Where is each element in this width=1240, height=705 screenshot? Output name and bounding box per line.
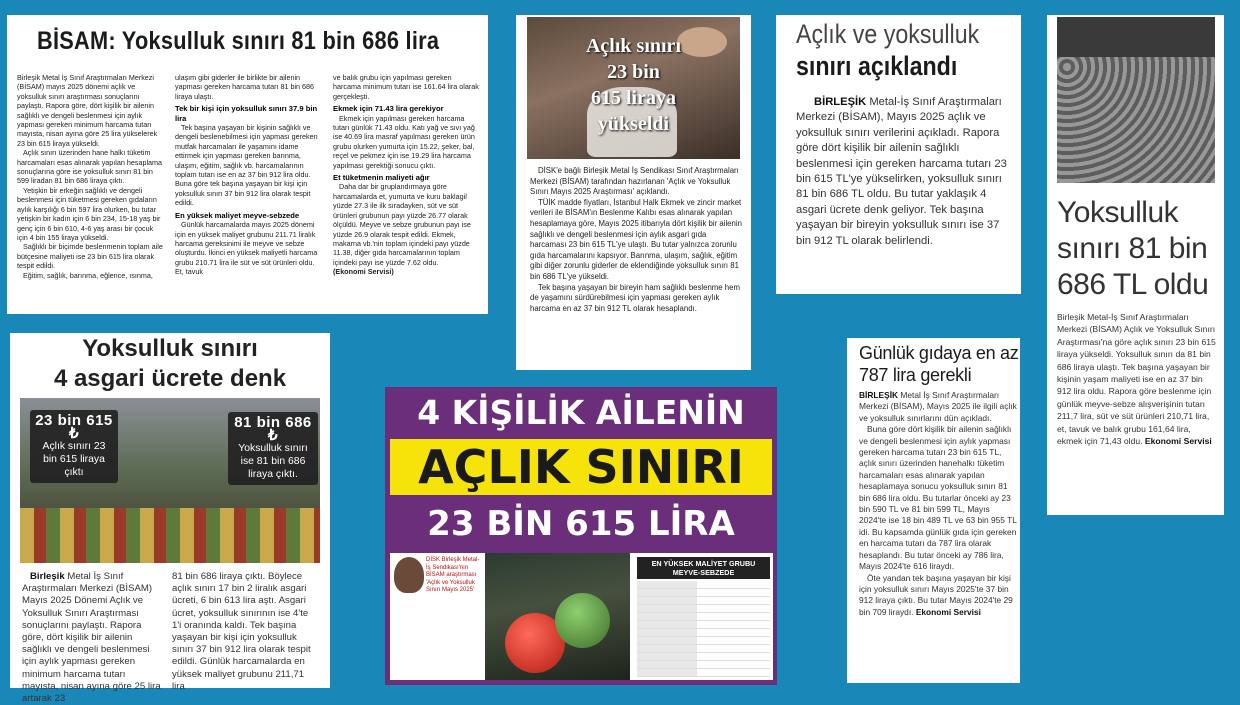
clip6-photo <box>485 553 630 680</box>
clip1-paragraph: ulaşım gibi giderler ile birlikte bir ailenin yapması gereken harcama tutarı 81 bin 686 liraya ulaştı. <box>175 73 315 101</box>
clip1-signature: (Ekonomi Servisi) <box>333 267 394 277</box>
clip5-sign-hunger-text: Açlık sınırı 23 bin 615 liraya çıktı <box>42 441 106 478</box>
clip6-lower-panel <box>390 553 773 680</box>
clip5-column-1-text: Metal İş Sınıf Araştırmaları Merkezi (BİSAM) Mayıs 2025 Dönemi Açlık ve Yoksulluk Sınırı Araştırması sonuçlarını paylaştı. Rapora göre, dört kişilik bir ailenin sağlıklı ve dengeli beslenmesi için aylık yapması gereken minimum harcama tutarı mayısta, nisan ayına göre 25 lira artarak 23 <box>22 571 161 705</box>
clip2-photo-title-line: yükseldi <box>597 113 670 135</box>
clip7-text: Öte yandan tek başına yaşayan bir kişi için yoksulluk sınırı Mayıs 2025'te 37 bin 912 liraya çıktı. Bu tutar Mayıs 2024'te 29 bin 709 liraydı. <box>859 572 1013 617</box>
clip1-paragraph: Sağlıklı bir biçimde beslenmenin toplam aile bütçesine maliyeti ise 23 bin 615 lira olarak tespit edildi. <box>17 242 163 271</box>
table-row <box>637 629 770 637</box>
clip5-sign-poverty <box>228 412 318 485</box>
clip5-photo-bazaar <box>20 398 320 563</box>
clip6-headline-line-3: 23 BİN 615 LİRA <box>427 504 735 544</box>
clip1-subhead: Tek bir kişi için yoksulluk sınırı 37.9 bin lira <box>175 104 318 123</box>
clip7-paragraph <box>859 573 1017 619</box>
clip3-headline-line-1: Açlık ve yoksulluk <box>796 19 980 49</box>
clip7-headline: Günlük gıdaya en az 787 lira gerekli <box>859 343 1019 385</box>
clip7-text: Metal İş Sınıf Araştırmaları Merkezi (BİSAM), Mayıs 2025 ile ilgili açlık ve yoksulluk sınırlarını dün açıkladı. <box>859 390 1017 423</box>
clip4-text: Birleşik Metal-İş Sınıf Araştırmaları Merkezi (BİSAM) Açlık ve Yoksulluk Sınırı Araştırması'na göre açlık sınırı 23 bin 615 liraya yükseldi. Yoksulluk sınırı da 81 bin 686 liraya ulaştı. Tek başına yaşayan bir kişinin yaşam maliyeti ise en az 37 bin 912 lira oldu. Rapora göre beslenme için günlük meyve-sebze alışverişinin tutarı 211,7 lira, süt ve süt ürünleri 210,71 lira, et, tavuk ve balık grubu 161,64 lira, ekmek için 71,43 oldu. <box>1057 312 1216 447</box>
clip7-body <box>859 390 1017 618</box>
clip3-headline-line-2: sınırı açıklandı <box>796 51 958 81</box>
clip-bisam-81bin <box>7 15 488 314</box>
vegetable-bag-icon <box>555 593 610 648</box>
clip2-photo <box>527 17 740 159</box>
clip5-headline-line-2: 4 asgari ücrete denk <box>53 365 287 392</box>
clip1-paragraph: ve balık grubu için yapılması gereken harcama minimum tutarı ise 161.64 lira olarak gerçekleşti. <box>333 73 479 101</box>
clip1-paragraph: Tek başına yaşayan bir kişinin sağlıklı ve dengeli beslenebilmesi için yapması gereken mutfak harcamaları ile yaşamını idame ettirmek için yapması gereken barınma, ulaşım, eğitim, sağlık vb. harcamalarının toplam tutarı ise en az 37 bin 912 lira oldu. Buna göre tek başına yaşayan bir kişi için yoksulluk sınırı 37 bin 912 lira olarak tespit edildi. <box>175 123 318 208</box>
clip5-column-2 <box>172 571 318 693</box>
clip4-photo-produce <box>1057 57 1215 183</box>
clip1-paragraph: Daha dar bir gruplandırmaya göre harcamalarda et, yumurta ve kuru baklagil yüzde 27.3 ile ilk sıradayken, süt ve süt ürünleri grubunun payı yüzde 26.77 olarak ölçüldü. Meyve ve sebze grubunun payı ise yüzde 26.9 olarak tespit edildi. Ekmek, makarna vb.'nin toplam içindeki payı yüzde 11.38, diğer gıda harcamalarının toplam içindeki payı ise yüzde 7.62 oldu. <box>333 182 471 267</box>
clip5-column-1 <box>22 571 164 705</box>
clip-gunluk-gida-787 <box>847 338 1020 683</box>
clip1-paragraph: Eğitim, sağlık, barınma, eğlence, ısınma, <box>23 270 153 280</box>
clip2-paragraph: DİSK'e bağlı Birleşik Metal İş Sendikası Sınıf Araştırmaları Merkezi (BİSAM) tarafından hazırlanan 'Açlık ve Yoksulluk Sınırı Mayıs 2025 Araştırması' açıklandı. <box>530 166 739 197</box>
table-row <box>637 581 770 589</box>
clip2-body <box>530 166 742 314</box>
table-row <box>637 653 770 661</box>
clip5-column-2-text: 81 bin 686 liraya çıktı. Böylece açlık sınırı 17 bin 2 liralık asgari ücreti, 6 bin 613 lira aştı. Asgari ücret, yoksulluk sınırının ise 4'te 1'i oranında kaldı. Tek başına yaşayan bir kişi için yoksulluk sınırı 37 bin 912 lira olarak tespit edildi. Günlük harcamalarda en yüksek maliyet grubunu 211,71 lira <box>172 571 311 692</box>
clip1-column-2 <box>175 73 323 277</box>
clip1-column-3 <box>333 73 481 277</box>
clip5-sign-poverty-amount: 81 bin 686 ₺ <box>234 414 312 444</box>
table-row <box>637 613 770 621</box>
clip5-sign-poverty-text: Yoksulluk sınırı ise 81 bin 686 liraya çıktı. <box>238 443 308 480</box>
table-row <box>637 597 770 605</box>
table-row <box>637 661 770 669</box>
table-row <box>637 605 770 613</box>
table-row <box>637 621 770 629</box>
clip3-lead: BİRLEŞİK <box>814 96 867 108</box>
clip-yoksulluk-81bin-686tl <box>1047 15 1224 515</box>
clip1-headline: BİSAM: Yoksulluk sınırı 81 bin 686 lira <box>37 27 440 55</box>
clip7-paragraph <box>859 390 1017 424</box>
clip-4-asgari-ucrete-denk <box>10 333 330 705</box>
clip7-paragraph: Buna göre dört kişilik bir ailenin sağlıklı ve dengeli beslenmesi için aylık yapması gereken harcama tutarı 23 bin 615 TL, açlık sınırı üzerinden hanehalkı tüketim harcamaları esas alınarak yapılan hesaplamaya sonucu yoksulluk sınırı 81 bin 686 lira oldu. Bu tutarlar önceki ay 23 bin 590 TL ve 81 bin 599 TL, Mayıs 2024'te ise 18 bin 489 TL ve 63 bin 955 TL idi. Bu kapsamda günlük gıda için gereken en harcama tutarı da 787 lira olarak hesaplandı. Bu tutar önceki ay 786 lira, Mayıs 2024'te 616 liraydı. <box>859 424 1017 572</box>
clip1-subhead: Et tüketmenin maliyeti ağır <box>333 173 430 183</box>
clip1-subhead: Ekmek için 71.43 lira gerekiyor <box>333 104 444 114</box>
clip2-photo-title <box>527 33 740 137</box>
clip2-paragraph: Tek başına yaşayan bir bireyin ham sağlıklı beslenme hem de yaşamını sürdürebilmesi için yapması gereken aylık harcama en az 37 bin 912 TL olarak hesaplandı. <box>530 282 740 313</box>
table-row <box>637 637 770 645</box>
clip4-photo-ceiling <box>1057 17 1215 57</box>
clip4-signature: Ekonomi Servisi <box>1144 436 1212 447</box>
table-row <box>637 669 770 677</box>
clip1-paragraph: Açlık sınırı üzerinden hane halkı tüketim harcamaları esas alınarak yapılan hesaplama sonuçlarına göre ise yoksulluk sınırı 81 bin 599 liradan 81 bin 686 liraya çıktı. <box>17 148 163 186</box>
clip1-subhead: En yüksek maliyet meyve-sebzede <box>175 210 300 220</box>
table-row <box>637 589 770 597</box>
clip5-sign-hunger <box>30 410 118 483</box>
clip1-paragraph: Yetişkin bir erkeğin sağlıklı ve dengeli beslenmesi için tüketmesi gereken gıdaların aylık karşılığı 6 bin 597 lira olurken, bu tutar yetişkin bir kadın için 6 bin 234, 15-18 yaş bir genç için 6 bin 610, 4-6 yaş arası bir çocuk için 4 bin 155 liraya yükseldi. <box>17 185 161 242</box>
clip1-column-1 <box>17 73 165 280</box>
columnist-avatar <box>394 557 424 593</box>
clip5-sign-hunger-amount: 23 bin 615 ₺ <box>35 412 113 442</box>
clip6-price-table <box>637 557 770 677</box>
clip4-headline: Yoksulluk sınırı 81 bin 686 TL oldu <box>1057 196 1209 301</box>
clip2-photo-title-line: 615 liraya <box>591 87 676 109</box>
clip6-headline-line-2: AÇLIK SINIRI <box>418 440 744 494</box>
clip5-lead: Birleşik <box>30 571 65 582</box>
clip1-paragraph: Ekmek için yapılması gereken harcama tutarı günlük 71.43 oldu. Katı yağ ve sıvı yağ ise 40.69 lira masraf yapılması gereken ürün grubu olurken yumurta için 15.22, şeker, bal, reçel ve pekmez için ise 19.29 lira harcama yapılması gerektiği sonucu çıktı. <box>333 113 475 170</box>
clip2-paragraph: TÜİK madde fiyatları, İstanbul Halk Ekmek ve zincir market verileri ile BİSAM'ın Beslenme Kalıbı esas alınarak yapılan hesaplamaya göre, Mayıs 2025 itibarıyla dört kişilik bir ailenin sağlıklı ve dengeli beslenmesi için aylık asgari gıda harcaması 23 bin 615 TL'ye ulaştı. Bu tutar yalnızca zorunlu gıda harcamalarını kapsıyor. Barınma, ulaşım, sağlık, eğitim gibi diğer zorunlu giderler de eklendiğinde yoksulluk sınırı 81 bin 686 TL'ye yükseldi. <box>530 197 742 281</box>
clip1-paragraph: Birleşik Metal İş Sınıf Araştırmaları Merkezi (BİSAM) mayıs 2025 dönemi açlık ve yoksulluk sınırı araştırması sonuçlarını paylaştı. Rapora göre, dört kişilik bir ailenin sağlıklı ve dengeli beslenmesi için aylık yapması gereken minimum harcama tutarı mayısta, nisan ayına göre 25 lira yükselerek 23 bin 615 liraya yükseldi. <box>17 73 158 148</box>
clip2-photo-title-line: Açlık sınırı <box>585 35 681 57</box>
clip7-signature: Ekonomi Servisi <box>915 606 981 617</box>
clip3-body <box>796 95 1010 249</box>
clip2-photo-title-line: 23 bin <box>607 61 660 83</box>
clip7-lead: BİRLEŞİK <box>859 390 899 400</box>
clip3-text: Metal-İş Sınıf Araştırmaları Merkezi (BİSAM), Mayıs 2025 açlık ve yoksulluk sınırı verilerini açıkladı. Rapora göre dört kişilik bir ailenin sağlıklı beslenmesi için gereken harcama tutarı 23 bin 615 TL'ye yükselirken, yoksulluk sınırı 81 bin 686 TL oldu. Bu tutar yaklaşık 4 asgari ücrete denk geliyor. Tek başına yaşayan bir bireyin yoksulluk sınırı ise 37 bin 912 TL olarak belirlendi. <box>796 96 1007 247</box>
clip6-byline: DİSK Birleşik Metal-İş Sendikası'nın BİSAM araştırması 'Açlık ve Yoksulluk Sınırı Mayıs 2025' <box>426 557 480 594</box>
clip-4-kisilik-ailenin-aclik-siniri <box>385 387 777 685</box>
clip-aclik-yoksulluk-aciklandi <box>776 15 1021 294</box>
clip4-photo-market <box>1057 17 1215 183</box>
clip5-headline-line-1: Yoksulluk sınırı <box>82 335 258 362</box>
clip4-body <box>1057 311 1217 447</box>
table-row <box>637 645 770 653</box>
clip1-paragraph: Günlük harcamalarda mayıs 2025 dönemi için en yüksek maliyet grubunu 211.71 liralık harcama gereksinimi ile meyve ve sebze oluşturdu. İkinci en yüksek maliyetli harcama grubu 210.71 lira ile süt ve süt ürünleri oldu. Et, tavuk <box>175 220 318 277</box>
clip5-produce-stand <box>20 508 320 563</box>
clip6-highlight-band <box>390 439 772 495</box>
clip-aclik-siniri-yukseldi <box>516 15 751 370</box>
clip6-headline-line-1: 4 KİŞİLİK AİLENİN <box>417 393 745 432</box>
clip6-table-grid <box>637 581 770 677</box>
clip6-table-title: EN YÜKSEK MALİYET GRUBU MEYVE-SEBZEDE <box>637 557 770 579</box>
